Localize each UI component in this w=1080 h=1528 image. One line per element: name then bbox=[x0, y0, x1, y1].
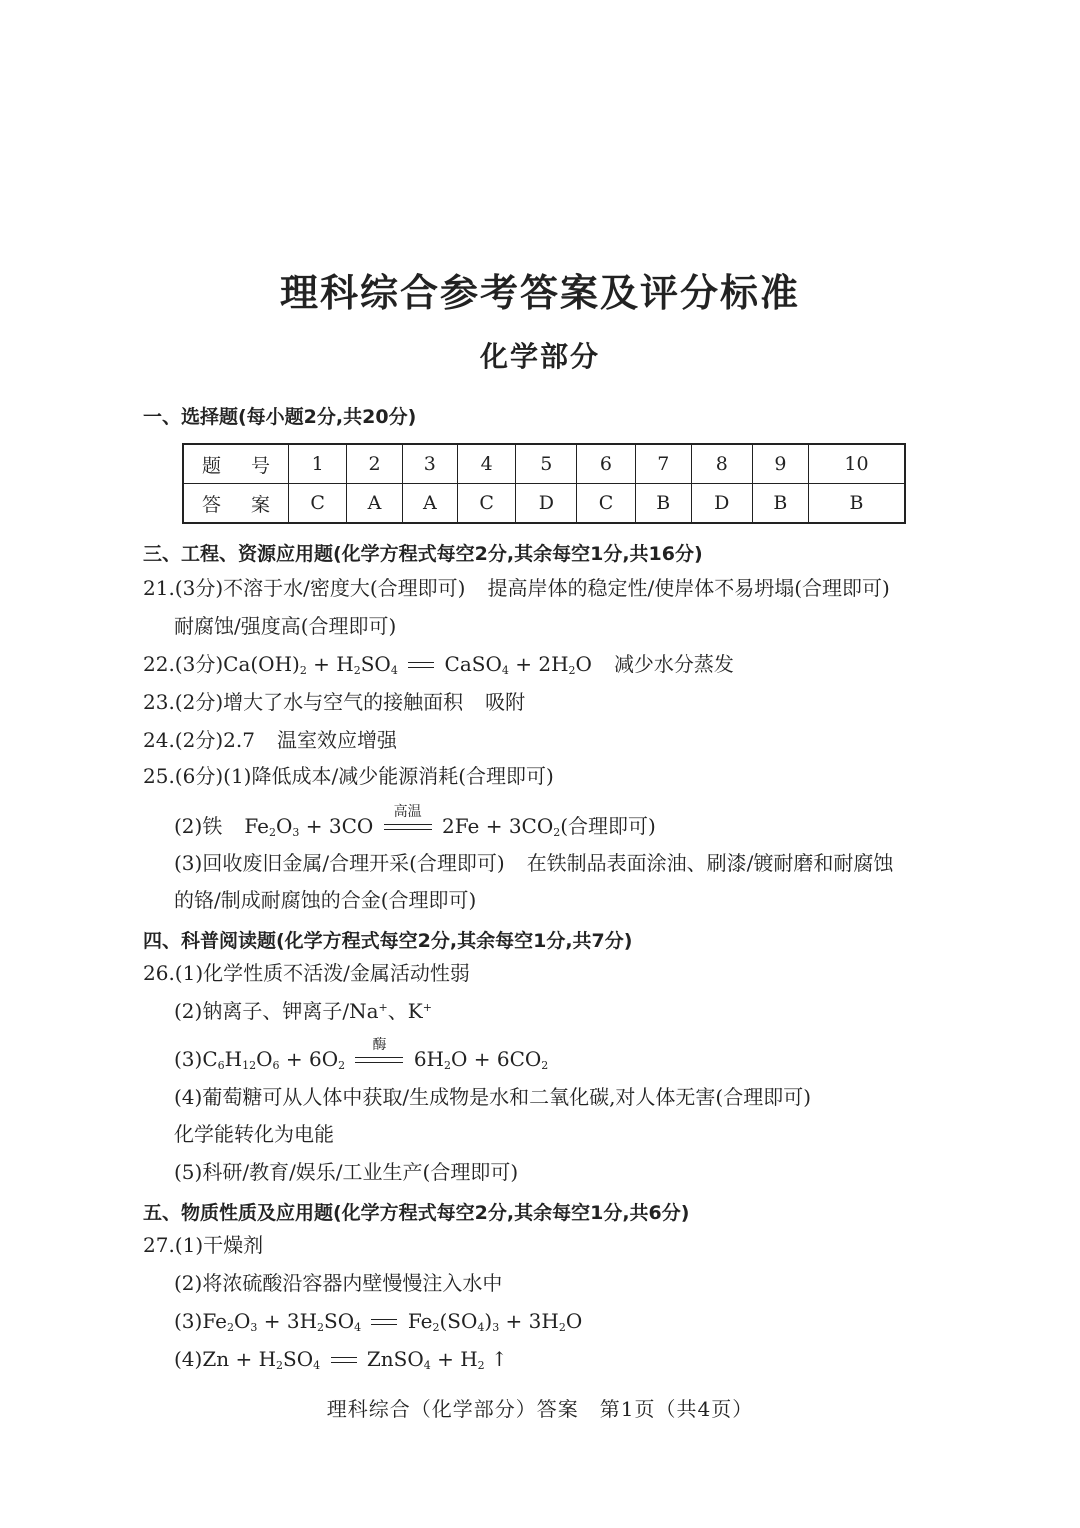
q27-line-4 bbox=[174, 1347, 508, 1373]
q25-2-prefix: (2)铁 bbox=[174, 814, 223, 838]
q26-line-5: 化学能转化为电能 bbox=[174, 1122, 334, 1146]
page-footer: 理科综合（化学部分）答案 第1页（共4页） bbox=[326, 1397, 754, 1421]
q23-answer-b: 吸附 bbox=[485, 690, 526, 714]
q25-3-answer-b: 在铁制品表面涂油、刷漆/镀耐磨和耐腐蚀 bbox=[526, 851, 894, 875]
table-cell: 10 bbox=[808, 444, 905, 484]
q27-line-2: (2)将浓硫酸沿容器内壁慢慢注入水中 bbox=[174, 1271, 503, 1295]
table-cell: 9 bbox=[752, 444, 808, 484]
table-cell: 3 bbox=[402, 444, 457, 484]
q22-line bbox=[143, 652, 734, 678]
q27-line-1: 27.(1)干燥剂 bbox=[143, 1233, 264, 1257]
table-row-numbers bbox=[183, 444, 905, 484]
q25-2-note: (合理即可) bbox=[560, 814, 656, 838]
q26-line-3 bbox=[174, 1036, 549, 1073]
section1-heading: 一、选择题(每小题2分,共20分) bbox=[143, 406, 417, 428]
q26-line-1: 26.(1)化学性质不活泼/金属活动性弱 bbox=[143, 961, 470, 985]
section4-heading: 四、科普阅读题(化学方程式每空2分,其余每空1分,共7分) bbox=[143, 930, 633, 952]
table-cell: A bbox=[402, 484, 457, 524]
q26-3-prefix: (3) bbox=[174, 1047, 203, 1071]
q25-line-3 bbox=[174, 851, 893, 875]
q24-answer-b: 温室效应增强 bbox=[276, 728, 397, 752]
table-cell: C bbox=[289, 484, 347, 524]
q27-4-prefix: (4) bbox=[174, 1347, 203, 1371]
q22-note: 减少水分蒸发 bbox=[613, 652, 734, 676]
table-cell: A bbox=[347, 484, 402, 524]
q27-4-equation: $Zn + H_2SO_4$ ZnSO$_4$ + $H_2$ ↑ bbox=[202, 1347, 508, 1372]
table-cell: B bbox=[635, 484, 691, 524]
table-cell: 2 bbox=[347, 444, 402, 484]
q25-line-2 bbox=[174, 803, 656, 840]
table-cell: 6 bbox=[577, 444, 635, 484]
q24-answer-a: 24.(2分)2.7 bbox=[143, 728, 255, 752]
q27-line-3 bbox=[174, 1309, 582, 1335]
page-subtitle: 化学部分 bbox=[479, 340, 600, 373]
table-cell: 7 bbox=[635, 444, 691, 484]
table-cell: B bbox=[752, 484, 808, 524]
table-cell: C bbox=[457, 484, 515, 524]
q22-equation: $Ca(OH)_2 + H_2SO_4$ CaSO$_4$ + $2H_2O$ bbox=[223, 652, 592, 677]
table-cell: 4 bbox=[457, 444, 515, 484]
q21-line bbox=[143, 576, 890, 600]
q26-line-6: (5)科研/教育/娱乐/工业生产(合理即可) bbox=[174, 1160, 519, 1184]
table-cell: B bbox=[808, 484, 905, 524]
q21-answer-a: 21.(3分)不溶于水/密度大(合理即可) bbox=[143, 576, 466, 600]
reaction-condition: 高温 bbox=[393, 803, 422, 820]
q26-2-ions: Na+、K+ bbox=[349, 999, 432, 1023]
table-cell: D bbox=[516, 484, 577, 524]
q26-2-prefix: (2)钠离子、钾离子/ bbox=[174, 999, 350, 1023]
q26-3-equation: $C_6H_{12}O_6 + 6O_2$ 酶 $6H_2O + 6CO_2$ bbox=[202, 1047, 548, 1071]
row-label-answer: 答 案 bbox=[183, 484, 289, 524]
table-cell: 8 bbox=[691, 444, 752, 484]
q25-2-equation: $Fe_2O_3 + 3CO$ 高温 $2Fe + 3CO_2$ bbox=[244, 814, 560, 838]
table-cell: D bbox=[691, 484, 752, 524]
table-cell: 5 bbox=[516, 444, 577, 484]
table-row-answers bbox=[183, 484, 905, 524]
q21-answer-b: 提高岸体的稳定性/使岸体不易坍塌(合理即可) bbox=[487, 576, 890, 600]
answer-table bbox=[182, 443, 906, 524]
q27-3-prefix: (3) bbox=[174, 1309, 203, 1333]
q21-line-2: 耐腐蚀/强度高(合理即可) bbox=[174, 614, 397, 638]
q25-line-1: 25.(6分)(1)降低成本/减少能源消耗(合理即可) bbox=[143, 764, 554, 788]
q25-line-4: 的铬/制成耐腐蚀的合金(合理即可) bbox=[174, 888, 477, 912]
q23-answer-a: 23.(2分)增大了水与空气的接触面积 bbox=[143, 690, 464, 714]
table-cell: C bbox=[577, 484, 635, 524]
table-cell: 1 bbox=[289, 444, 347, 484]
q27-3-equation: $Fe_2O_3 + 3H_2SO_4$ $Fe_2(SO_4)_3 + 3H_2O$ bbox=[202, 1309, 583, 1334]
q26-line-2 bbox=[174, 999, 432, 1023]
page-title: 理科综合参考答案及评分标准 bbox=[279, 271, 800, 315]
section5-heading: 五、物质性质及应用题(化学方程式每空2分,其余每空1分,共6分) bbox=[143, 1202, 690, 1224]
q24-line bbox=[143, 728, 397, 752]
section3-heading: 三、工程、资源应用题(化学方程式每空2分,其余每空1分,共16分) bbox=[143, 543, 703, 565]
q25-3-answer-a: (3)回收废旧金属/合理开采(合理即可) bbox=[174, 851, 505, 875]
reaction-condition: 酶 bbox=[372, 1036, 387, 1053]
row-label-number: 题 号 bbox=[183, 444, 289, 484]
q23-line bbox=[143, 690, 525, 714]
q22-prefix: 22.(3分) bbox=[143, 652, 224, 676]
q26-line-4: (4)葡萄糖可从人体中获取/生成物是水和二氧化碳,对人体无害(合理即可) bbox=[174, 1085, 812, 1109]
